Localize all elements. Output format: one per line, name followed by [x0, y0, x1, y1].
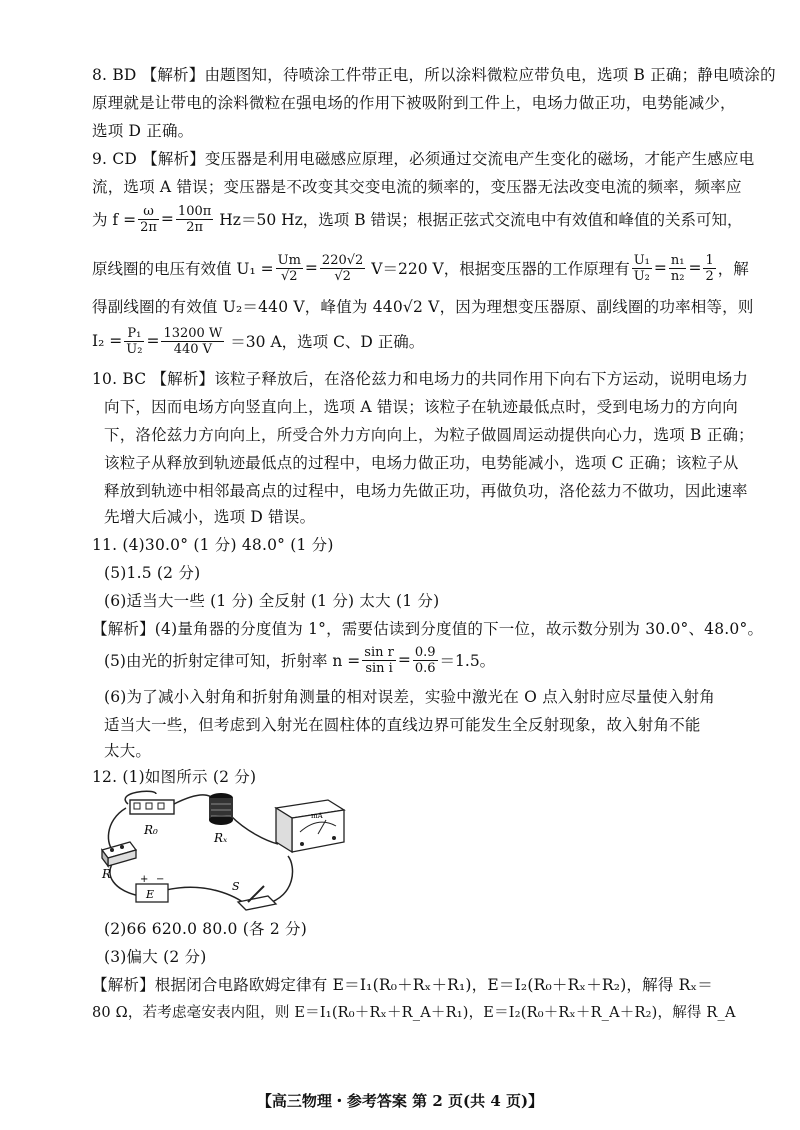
- svg-text:+: +: [140, 874, 149, 885]
- circuit-wire: [174, 795, 214, 806]
- q10-line-1: 10. BC 【解析】该粒子释放后，在洛伦兹力和电场力的共同作用下向右下方运动，说明电场力: [92, 370, 749, 388]
- q10-line-5: 释放到轨迹中相邻最高点的过程中，电场力先做正功，再做负功，洛伦兹力不做功，因此速率: [104, 482, 748, 500]
- q12-analysis-line-2: 80 Ω，若考虑毫安表内阻，则 E＝I₁(R₀＋Rₓ＋R_A＋R₁)，E＝I₂(R₀＋Rₓ＋R_A＋R₂)，解得 R_A: [92, 1005, 736, 1021]
- q10-line-3: 下，洛伦兹力方向向上，所受合外力方向向上，为粒子做圆周运动提供向心力，选项 B 正确；: [104, 426, 754, 444]
- q12-analysis-line-1: 【解析】根据闭合电路欧姆定律有 E＝I₁(R₀＋Rₓ＋R₁)，E＝I₂(R₀＋Rₓ＋R₂)，解得 Rₓ＝: [92, 976, 714, 994]
- q12-answer-2: (2)66 620.0 80.0 (各 2 分): [104, 920, 307, 938]
- label-rx: Rₓ: [214, 831, 228, 845]
- resistance-box-r: [102, 842, 136, 866]
- label-s: S: [232, 880, 240, 893]
- circuit-wire: [231, 816, 278, 844]
- q12-answer-3: (3)偏大 (2 分): [104, 948, 207, 966]
- q11-analysis-4: 【解析】(4)量角器的分度值为 1°，需要估读到分度值的下一位，故示数分别为 30.0°、48.0°。: [92, 620, 764, 638]
- q11-refraction-formula: (5)由光的折射定律可知，折射率 n = $\frac{\text{sin r}}{\text{sin i}}$ = $\frac{0.9}{0.6}$ ＝1.5。: [104, 644, 496, 676]
- q8-line-1: 8. BD 【解析】由题图知，待喷涂工件带正电，所以涂料微粒应带负电，选项 B 正确；静电喷涂的: [92, 66, 776, 84]
- page-footer: 【高三物理・参考答案 第 2 页(共 4 页)】: [256, 1092, 544, 1110]
- coil-rx: [209, 793, 233, 825]
- q10-line-6: 先增大后减小，选项 D 错误。: [104, 508, 316, 526]
- q9-line-1: 9. CD 【解析】变压器是利用电磁感应原理，必须通过交流电产生变化的磁场，才能产生感应电: [92, 150, 755, 168]
- q9-frequency-formula: 为 f = $\frac{\omega}{2\pi}$ = $\frac{100\pi}{2\pi}$ Hz＝50 Hz，选项 B 错误；根据正弦式交流电中有效值和峰值的关系可知，: [92, 203, 743, 235]
- svg-text:mA: mA: [311, 812, 323, 820]
- q11-analysis-6-line-2: 适当大一些，但考虑到入射光在圆柱体的直线边界可能发生全反射现象，故入射角不能: [104, 716, 701, 734]
- q11-analysis-6-line-1: (6)为了减小入射角和折射角测量的相对误差，实验中激光在 O 点入射时应尽量使入射角: [104, 688, 715, 706]
- q9-voltage-formula: 原线圈的电压有效值 U₁ = $\frac{Um}{√2}$ = $\frac{220√2}{√2}$ V＝220 V，根据变压器的工作原理有 $\frac{\text{U₁}}{\text{U₂}}$ = $\frac{\text{n₁}}{\text{n₂}}$ = $\frac{1}{2}$ ，解: [92, 252, 749, 284]
- circuit-diagram: [96, 786, 356, 916]
- q8-line-2: 原理就是让带电的涂料微粒在强电场的作用下被吸附到工件上，电场力做正功，电势能减少，: [92, 94, 736, 112]
- label-e: E: [146, 888, 155, 901]
- milliammeter: [276, 800, 344, 852]
- label-r0: R₀: [144, 823, 158, 837]
- q11-answer-4: 11. (4)30.0° (1 分) 48.0° (1 分): [92, 536, 334, 554]
- switch-s: [238, 886, 276, 910]
- q9-line-2: 流，选项 A 错误；变压器是不改变其交变电流的频率的，变压器无法改变电流的频率，频率应: [92, 178, 742, 196]
- q11-analysis-6-line-3: 太大。: [104, 742, 152, 760]
- circuit-wire: [266, 856, 293, 904]
- q9-current-formula: I₂ = $\frac{\text{P₁}}{\text{U₂}}$ = $\frac{13200 W}{440 V}$ ＝30 A，选项 C、D 正确。: [92, 325, 425, 357]
- q9-line-5: 得副线圈的有效值 U₂＝440 V，峰值为 440√2 V，因为理想变压器原、副线圈的功率相等，则: [92, 298, 754, 316]
- label-r: R: [102, 867, 112, 881]
- q11-answer-6: (6)适当大一些 (1 分) 全反射 (1 分) 太大 (1 分): [104, 592, 440, 610]
- q10-line-4: 该粒子从释放到轨迹最低点的过程中，电场力做正功，电势能减小，选项 C 正确；该粒子从: [104, 454, 739, 472]
- svg-text:−: −: [156, 874, 165, 885]
- q10-line-2: 向下，因而电场方向竖直向上，选项 A 错误；该粒子在轨迹最低点时，受到电场力的方向向: [104, 398, 738, 416]
- q11-answer-5: (5)1.5 (2 分): [104, 564, 201, 582]
- q8-line-3: 选项 D 正确。: [92, 122, 194, 140]
- q12-answer-1: 12. (1)如图所示 (2 分): [92, 768, 257, 786]
